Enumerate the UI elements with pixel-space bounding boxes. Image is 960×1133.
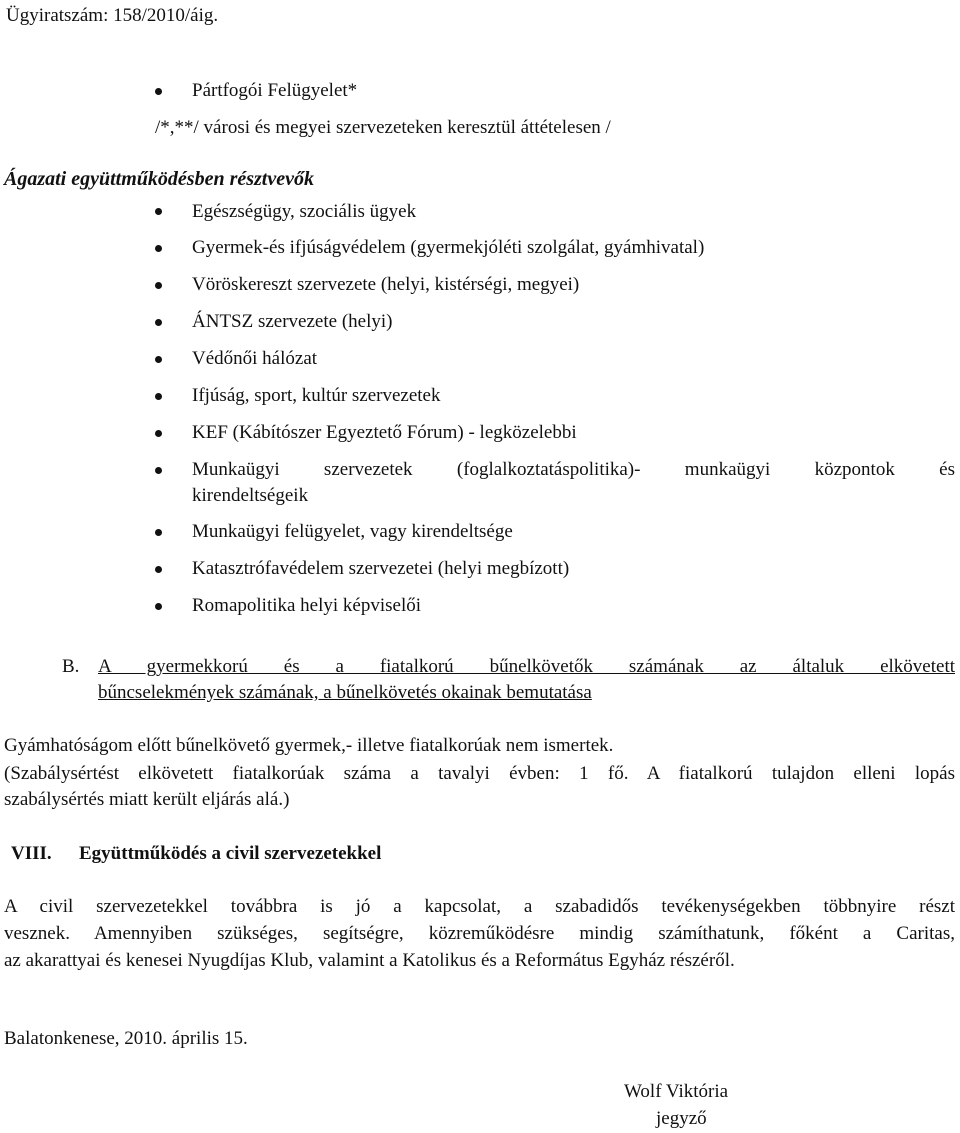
list-item-probation: Pártfogói Felügyelet* [192, 80, 358, 101]
list-item: Ifjúság, sport, kultúr szervezetek [192, 385, 441, 406]
bullet-icon [155, 282, 162, 289]
bullet-icon [155, 467, 162, 474]
bullet-icon [155, 319, 162, 326]
paragraph-line: Gyámhatóságom előtt bűnelkövető gyermek,- illetve fiatalkorúak nem ismertek. [4, 735, 614, 756]
bullet-icon [155, 393, 162, 400]
list-item: Vöröskereszt szervezete (helyi, kistérségi, megyei) [192, 274, 580, 295]
place-date: Balatonkenese, 2010. április 15. [4, 1028, 248, 1049]
bullet-icon [155, 356, 162, 363]
section-heading-sectoral: Ágazati együttműködésben résztvevők [4, 168, 314, 190]
list-item: Katasztrófavédelem szervezetei (helyi megbízott) [192, 558, 570, 579]
paragraph-line: szabálysértés miatt került eljárás alá.) [4, 789, 290, 810]
list-item: Gyermek-és ifjúságvédelem (gyermekjóléti szolgálat, gyámhivatal) [192, 237, 705, 258]
bullet-icon [155, 430, 162, 437]
section-b-title: A gyermekkorú és a fiatalkorú bűnelkövetők számának az általuk elkövetett [98, 656, 955, 677]
signer-name: Wolf Viktória [624, 1081, 729, 1102]
list-item: Munkaügyi szervezetek (foglalkoztatáspolitika)- munkaügyi központok és [192, 459, 955, 480]
signer-title: jegyző [656, 1108, 707, 1129]
list-item: Védőnői hálózat [192, 348, 318, 369]
paragraph-line: (Szabálysértést elkövetett fiatalkorúak száma a tavalyi évben: 1 fő. A fiatalkorú tulajdon elleni lopás [4, 763, 955, 784]
bullet-icon [155, 208, 162, 215]
section-viii-title: Együttműködés a civil szervezetekkel [79, 843, 382, 864]
paragraph-line: vesznek. Amennyiben szükséges, segítségre, közreműködésre mindig számíthatunk, főként a Caritas, [4, 923, 955, 944]
list-item: Egészségügy, szociális ügyek [192, 201, 417, 222]
section-number-viii: VIII. [11, 843, 52, 864]
list-note: /*,**/ városi és megyei szervezeteken keresztül áttételesen / [155, 117, 611, 138]
list-item: KEF (Kábítószer Egyeztető Fórum) - legközelebbi [192, 422, 577, 443]
section-b-title-continuation: bűncselekmények számának, a bűnelkövetés okainak bemutatása [98, 682, 592, 703]
bullet-icon [155, 529, 162, 536]
list-item: Romapolitika helyi képviselői [192, 595, 422, 616]
list-item-continuation: kirendeltségeik [192, 485, 309, 506]
section-marker-b: B. [62, 656, 80, 677]
list-item: Munkaügyi felügyelet, vagy kirendeltsége [192, 521, 513, 542]
case-number: Ügyiratszám: 158/2010/áig. [6, 5, 219, 26]
bullet-icon [155, 603, 162, 610]
bullet-icon [155, 88, 162, 95]
bullet-icon [155, 245, 162, 252]
paragraph-line: A civil szervezetekkel továbbra is jó a kapcsolat, a szabadidős tevékenységekben többnyire részt [4, 896, 955, 917]
paragraph-line: az akarattyai és kenesei Nyugdíjas Klub, valamint a Katolikus és a Református Egyház részéről. [4, 950, 735, 971]
bullet-icon [155, 566, 162, 573]
list-item: ÁNTSZ szervezete (helyi) [192, 311, 393, 332]
